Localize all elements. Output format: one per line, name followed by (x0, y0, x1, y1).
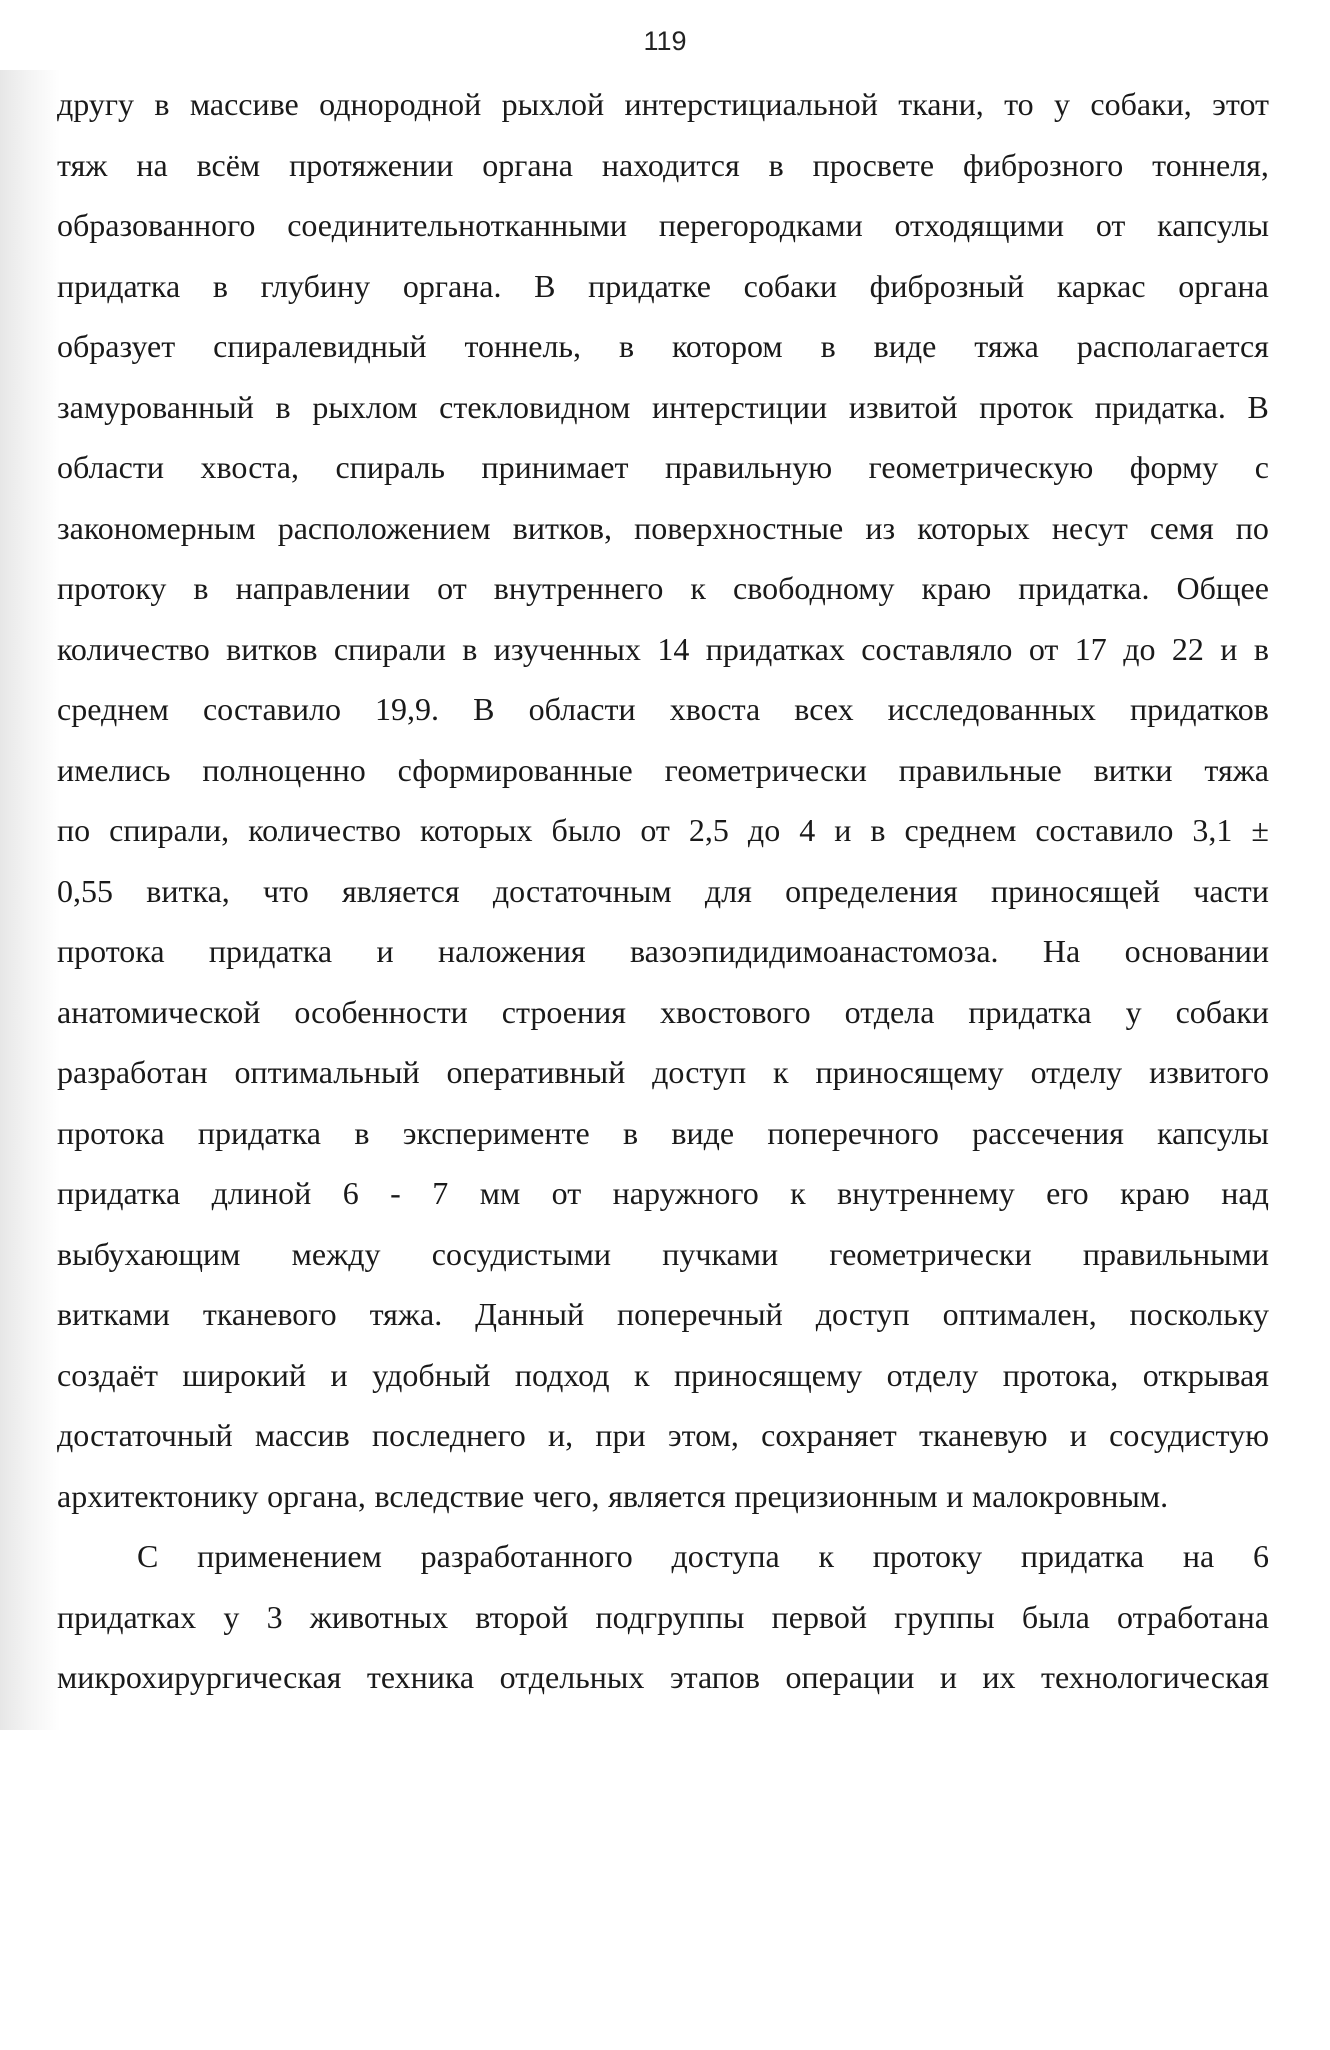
paragraph-last-line: архитектонику органа, вследствие чего, является прецизионным и малокровным. (57, 1477, 1169, 1514)
text-line: достаточный массив последнего и, при этом, сохраняет тканевую и сосудистую (57, 1417, 1269, 1453)
paragraph-first-line: С применением разработанного доступа к протоку придатка на 6 (137, 1538, 1269, 1574)
text-line: придатка в глубину органа. В придатке собаки фиброзный каркас органа (57, 267, 1269, 304)
text-line: другу в массиве однородной рыхлой интерстициальной ткани, то у собаки, этот (57, 86, 1269, 122)
text-line: придатка длиной 6 - 7 мм от наружного к внутреннему его краю над (57, 1175, 1269, 1211)
scan-shadow-edge (0, 70, 60, 1730)
text-line: 0,55 витка, что является достаточным для определения приносящей части (57, 872, 1269, 909)
text-line: анатомической особенности строения хвостового отдела придатка у собаки (57, 993, 1269, 1030)
text-line: протока придатка в эксперименте в виде поперечного рассечения капсулы (57, 1114, 1269, 1151)
page-number: 119 (643, 26, 687, 56)
text-line: по спирали, количество которых было от 2,5 до 4 и в среднем составило 3,1 ± (57, 812, 1269, 848)
text-line: протока придатка и наложения вазоэпидидимоанастомоза. На основании (57, 933, 1269, 969)
text-line: выбухающим между сосудистыми пучками геометрически правильными (57, 1235, 1269, 1272)
text-line: создаёт широкий и удобный подход к приносящему отделу протока, открывая (57, 1356, 1269, 1393)
text-line: образованного соединительнотканными перегородками отходящими от капсулы (57, 207, 1269, 243)
text-line: протоку в направлении от внутреннего к свободному краю придатка. Общее (57, 570, 1269, 606)
text-line: среднем составило 19,9. В области хвоста всех исследованных придатков (57, 691, 1269, 727)
text-line: разработан оптимальный оперативный доступ к приносящему отделу извитого (57, 1054, 1269, 1090)
text-line: витками тканевого тяжа. Данный поперечный доступ оптимален, поскольку (57, 1296, 1269, 1332)
text-line: придатках у 3 животных второй подгруппы первой группы была отработана (57, 1598, 1269, 1635)
text-line: микрохирургическая техника отдельных этапов операции и их технологическая (57, 1659, 1269, 1695)
text-line: области хвоста, спираль принимает правильную геометрическую форму с (57, 449, 1269, 485)
text-line: закономерным расположением витков, поверхностные из которых несут семя по (57, 509, 1269, 546)
text-line: тяж на всём протяжении органа находится в просвете фиброзного тоннеля, (57, 146, 1269, 183)
text-line: имелись полноценно сформированные геометрически правильные витки тяжа (57, 751, 1269, 788)
text-line: количество витков спирали в изученных 14 придатках составляло от 17 до 22 и в (57, 630, 1269, 667)
body-text (57, 74, 1269, 1708)
text-line: образует спиралевидный тоннель, в котором в виде тяжа располагается (57, 328, 1269, 364)
text-line: замурованный в рыхлом стекловидном интерстиции извитой проток придатка. В (57, 388, 1269, 425)
